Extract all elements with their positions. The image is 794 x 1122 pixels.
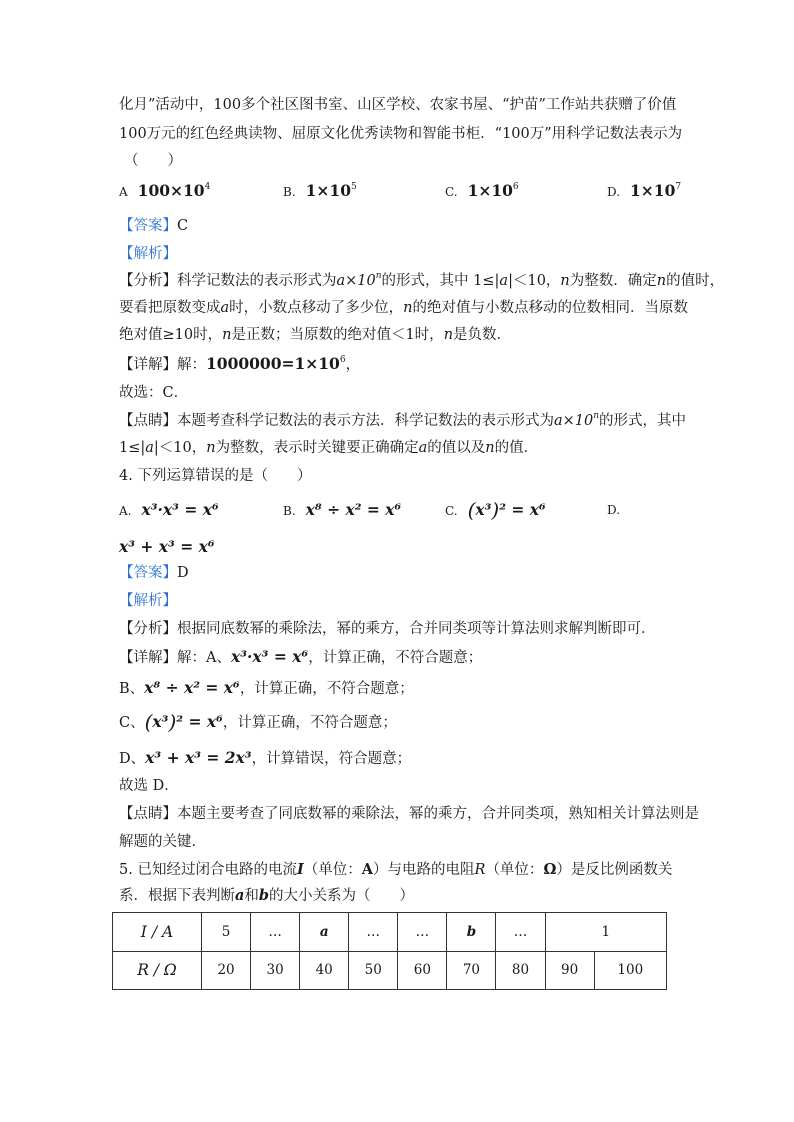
text: 系．根据下表判断 [119, 888, 235, 904]
q3-fenxi-line3 [119, 325, 511, 345]
table-cell: 5 [202, 913, 251, 952]
table-cell: … [251, 913, 300, 952]
xiangjie-tag: 【详解】 [119, 357, 177, 373]
text: ，计算错误，符合题意； [251, 751, 412, 767]
q4-xiangjie-a [119, 647, 482, 668]
var: I [296, 861, 304, 878]
text: 时，小数点移动了多少位， [229, 300, 404, 316]
outer: ² = x⁶ [499, 500, 546, 519]
q4-dianjing-line2: 解题的关键． [119, 834, 206, 850]
text: 为整数．确定 [569, 273, 657, 289]
table-cell: 70 [447, 951, 496, 990]
q4-option-a [119, 500, 219, 521]
table-cell: 50 [349, 951, 398, 990]
q4-option-d [607, 500, 630, 520]
q4-option-c-letter: C. [445, 504, 458, 518]
q4-option-a-letter: A. [119, 504, 132, 518]
table-cell: 40 [300, 951, 349, 990]
q4-xiangjie-c [119, 712, 397, 733]
text: 解： [177, 357, 206, 373]
text: ）是反比例函数关 [556, 862, 673, 878]
table-row [113, 913, 667, 952]
text: 和 [244, 888, 259, 904]
var: a [499, 273, 509, 289]
text: 的值． [494, 440, 539, 456]
q4-option-a-expr: x³·x³ = x⁶ [141, 500, 219, 519]
q3-option-d-exp: 7 [675, 182, 682, 192]
q3-option-d-letter: D. [607, 185, 621, 199]
table-cell: 90 [545, 951, 594, 990]
var-exp: n [593, 411, 600, 421]
q3-guxuan: 故选：C． [119, 385, 189, 401]
text: 本题主要考查了同底数幂的乘除法，幂的乘方，合并同类项，熟知相关计算法则是 [177, 806, 699, 822]
text: ，计算正确，不符合题意； [222, 715, 397, 731]
text: （单位： [303, 862, 362, 878]
math-expression: 1000000=1×10 [206, 354, 340, 373]
q3-option-d-value: 1×10 [630, 181, 676, 200]
text: 的值时， [666, 273, 725, 289]
answer-value: C [177, 218, 189, 234]
q3-option-b-exp: 5 [350, 182, 357, 192]
text: 科学记数法的表示形式为 [177, 273, 337, 289]
unit: Ω [543, 861, 557, 878]
q4-option-c [445, 500, 546, 521]
text: ）与电路的电阻 [373, 862, 475, 878]
table-cell: … [496, 913, 545, 952]
table-cell: b [447, 913, 496, 952]
q3-option-c-value: 1×10 [467, 181, 513, 200]
fenxi-tag: 【分析】 [119, 621, 177, 637]
table-cell: 60 [398, 951, 447, 990]
q4-xiangjie-d [119, 748, 411, 769]
q3-option-c-letter: C. [445, 185, 458, 199]
var: a [418, 440, 428, 456]
q3-option-c [445, 181, 519, 202]
text: 的大小关系为（ ） [269, 888, 415, 904]
var: n [222, 327, 232, 343]
text: B、 [119, 681, 145, 697]
q4-answer [119, 563, 189, 583]
table-cell: a [300, 913, 349, 952]
var: n [656, 273, 667, 289]
q4-option-b [283, 500, 401, 521]
table-row [113, 951, 667, 990]
table-head-current: I / A [113, 913, 202, 952]
answer-tag: 【答案】 [119, 218, 177, 234]
math-expression: x³ + x³ = 2x³ [145, 748, 252, 767]
dianjing-tag: 【点睛】 [119, 413, 177, 429]
var: n [485, 440, 495, 456]
text: 的形式，其中 [599, 413, 687, 429]
unit: A [361, 861, 374, 878]
q4-option-b-expr: x⁸ ÷ x² = x⁶ [305, 500, 402, 519]
q3-option-b-letter: B. [283, 185, 296, 199]
var: n [403, 300, 413, 316]
answer-tag: 【答案】 [119, 565, 177, 581]
q3-dianjing-line1 [119, 411, 686, 431]
var: a [220, 300, 230, 316]
table-cell: 80 [496, 951, 545, 990]
table-cell: 100 [594, 951, 666, 990]
q4-fenxi [119, 619, 656, 639]
text: 绝对值≥10时， [119, 327, 223, 343]
var: R [474, 862, 486, 878]
text: 1≤| [119, 440, 146, 456]
q4-guxuan: 故选 D． [119, 778, 179, 794]
q3-stem-line2: 100万元的红色经典读物、屈原文化优秀读物和智能书柜．“100万”用科学记数法表示为 [119, 126, 683, 142]
var: a×10 [336, 273, 376, 289]
text: 是正数；当原数的绝对值＜1时， [231, 327, 444, 343]
q3-option-b-value: 1×10 [305, 181, 351, 200]
text: 的绝对值与小数点移动的位数相同．当原数 [412, 300, 688, 316]
table-cell: … [398, 913, 447, 952]
inner: x³ [475, 500, 492, 519]
q3-xiangjie [119, 354, 360, 375]
q5-table [112, 912, 667, 990]
q3-stem-line1: 化月”活动中，100多个社区图书室、山区学校、农家书屋、“护苗”工作站共获赠了价值 [119, 97, 677, 113]
xiangjie-tag: 【详解】 [119, 650, 177, 666]
var: a [145, 440, 154, 456]
text: 本题考查科学记数法的表示方法．科学记数法的表示形式为 [177, 413, 554, 429]
table-head-resistance: R / Ω [113, 951, 202, 990]
text: ， [345, 357, 361, 373]
text: |＜10， [153, 440, 207, 456]
inner: x³ [152, 712, 169, 731]
outer: ² = x⁶ [176, 712, 223, 731]
var: a×10 [554, 413, 594, 429]
math-expression: x⁸ ÷ x² = x⁶ [144, 678, 240, 697]
var: a [235, 887, 245, 904]
q4-option-d-letter: D. [607, 503, 621, 517]
var: n [206, 440, 216, 456]
q3-analysis-tag: 【解析】 [119, 246, 177, 262]
q4-option-c-expr: (x³)² = x⁶ [467, 498, 546, 522]
q3-option-c-exp: 6 [512, 182, 519, 192]
text: 的值以及 [427, 440, 486, 456]
table-cell: 30 [251, 951, 300, 990]
q4-option-b-letter: B. [283, 504, 296, 518]
q4-xiangjie-b [119, 678, 414, 699]
q3-option-a-value: 100×10 [137, 181, 205, 200]
dianjing-tag: 【点睛】 [119, 806, 177, 822]
answer-value: D [177, 565, 189, 581]
text: ，计算正确，不符合题意； [308, 650, 483, 666]
q5-stem-line1 [119, 860, 672, 880]
var: b [258, 887, 270, 904]
q3-option-a-letter: A [119, 185, 128, 199]
q4-option-d-expr: x³ + x³ = x⁶ [119, 537, 215, 556]
text: 为整数，表示时关键要正确确定 [215, 440, 419, 456]
table-cell: 1 [545, 913, 666, 952]
q3-option-b [283, 181, 357, 202]
var-exp: n [375, 271, 382, 281]
q5-stem-line2 [119, 886, 414, 906]
q3-option-a-exp: 4 [204, 182, 211, 192]
text: 5. 已知经过闭合电路的电流 [119, 862, 297, 878]
q3-fenxi-line2 [119, 298, 688, 318]
q3-dianjing-line2 [119, 438, 538, 458]
q3-option-a [119, 181, 210, 202]
text: C、 [119, 715, 145, 731]
q4-dianjing-line1 [119, 804, 699, 824]
q3-answer [119, 216, 188, 236]
table-cell: … [349, 913, 398, 952]
text: 是负数． [453, 327, 512, 343]
table-cell: 20 [202, 951, 251, 990]
q4-analysis-tag: 【解析】 [119, 593, 177, 609]
text: 要看把原数变成 [119, 300, 221, 316]
math-expression: (x³)² = x⁶ [144, 710, 223, 734]
q3-fenxi-line1 [119, 271, 724, 291]
math-exp: 6 [339, 355, 346, 365]
text: 根据同底数幂的乘除法，幂的乘方，合并同类项等计算法则求解判断即可． [177, 621, 656, 637]
var: n [443, 327, 454, 343]
q3-option-d [607, 181, 681, 202]
text: ，计算正确，不符合题意； [239, 681, 414, 697]
text: （单位： [485, 862, 544, 878]
text: D、 [119, 751, 146, 767]
text: |＜10， [508, 273, 561, 289]
text: 的形式，其中 1≤| [381, 273, 500, 289]
q3-stem-line3: （ ） [124, 153, 182, 169]
math-expression: x³·x³ = x⁶ [230, 647, 309, 666]
q4-stem: 4. 下列运算错误的是（ ） [119, 468, 312, 484]
fenxi-tag: 【分析】 [119, 273, 177, 289]
text: 解：A、 [177, 650, 231, 666]
var: n [560, 273, 570, 289]
